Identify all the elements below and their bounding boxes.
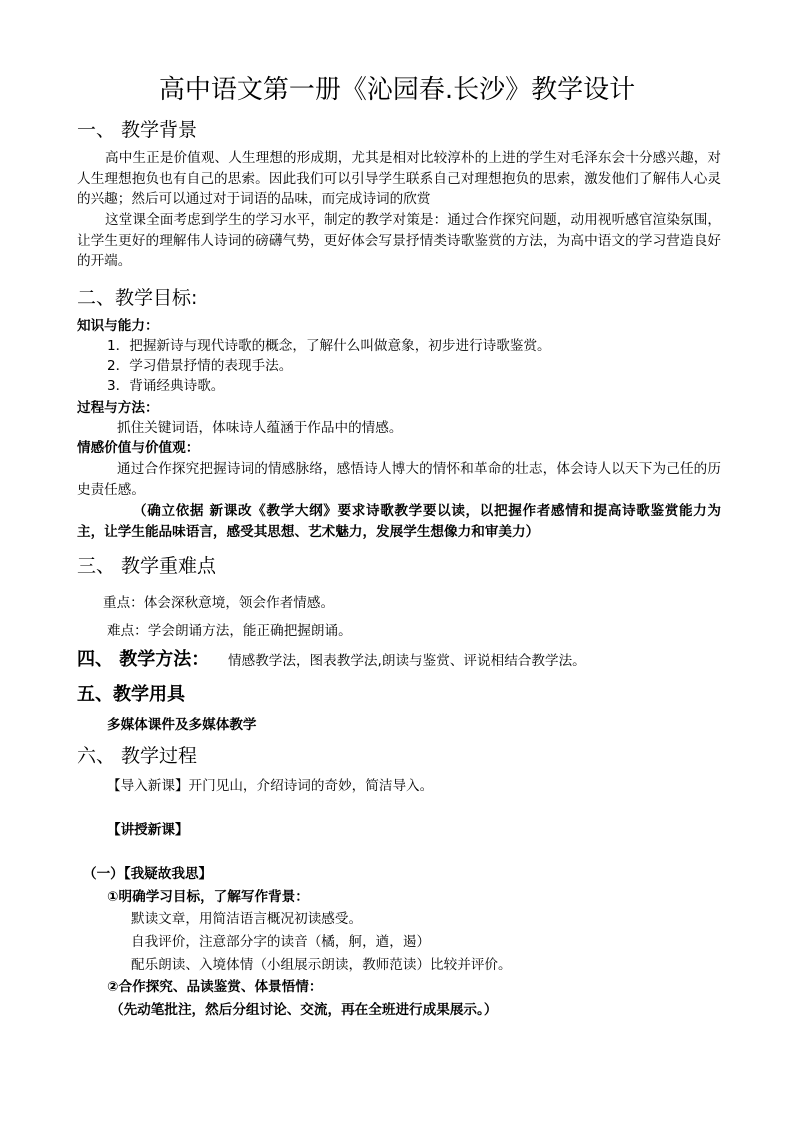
document-title: 高中语文第一册《沁园春.长沙》教学设计	[158, 75, 636, 105]
teach-label: 【讲授新课】	[107, 822, 189, 838]
knowledge-item-2: 2．学习借景抒情的表现手法。	[107, 358, 293, 374]
step-1-item-2: 自我评价，注意部分字的读音（橘，舸，遒，遏）	[131, 934, 431, 950]
step-2-text: （先动笔批注，然后分组讨论、交流，再在全班进行成果展示。）	[110, 1002, 498, 1018]
section-1-paragraph-2: 这堂课全面考虑到学生的学习水平，制定的教学对策是：通过合作探究问题，动用视听感官渲染氛围，让学生更好的理解伟人诗词的磅礴气势，更好体会写景抒情类诗歌鉴赏的方法，为高中语文的学习营造良好的开端。	[77, 212, 721, 269]
key-point: 重点：体会深秋意境，领会作者情感。	[103, 595, 335, 611]
section-2-heading: 二、教学目标:	[77, 287, 198, 309]
section-3-heading: 三、 教学重难点	[77, 555, 217, 577]
part-1-label: （一）【我疑故我思】	[83, 866, 213, 882]
step-1-label: ①明确学习目标，了解写作背景：	[107, 889, 309, 905]
emotion-label: 情感价值与价值观：	[77, 440, 200, 456]
basis-text: （确立依据 新课改《教学大纲》要求诗歌教学要以读，以把握作者感情和提高诗歌鉴赏能力为主，让学生能品味语言，感受其思想、艺术魅力，发展学生想像力和审美力）	[77, 503, 721, 540]
section-5-text: 多媒体课件及多媒体教学	[107, 717, 257, 733]
step-2-label: ②合作探究、品读鉴赏、体景悟情：	[107, 979, 323, 995]
knowledge-item-1: 1．把握新诗与现代诗歌的概念，了解什么叫做意象，初步进行诗歌鉴赏。	[107, 338, 551, 354]
process-text: 抓住关键词语，体味诗人蕴涵于作品中的情感。	[117, 420, 403, 436]
knowledge-label: 知识与能力：	[77, 318, 159, 334]
section-1-heading: 一、 教学背景	[77, 119, 198, 141]
step-1-item-1: 默读文章，用简洁语言概况初读感受。	[131, 911, 363, 927]
knowledge-item-3: 3．背诵经典诗歌。	[107, 378, 225, 394]
section-6-heading: 六、 教学过程	[77, 745, 198, 767]
process-label: 过程与方法：	[77, 400, 159, 416]
section-1-paragraph-1: 高中生正是价值观、人生理想的形成期，尤其是相对比较淳朴的上进的学生对毛泽东会十分感兴趣，对人生理想抱负也有自己的思索。因此我们可以引导学生联系自己对理想抱负的思索，激发他们了解伟人心灵的兴趣；然后可以通过对于词语的品味，而完成诗词的欣赏	[77, 150, 721, 207]
emotion-text: 通过合作探究把握诗词的情感脉络，感悟诗人博大的情怀和革命的壮志，体会诗人以天下为己任的历史责任感。	[77, 461, 721, 498]
step-1-item-3: 配乐朗读、入境体情（小组展示朗读，教师范读）比较并评价。	[131, 957, 512, 973]
section-4-heading: 四、 教学方法：	[77, 649, 210, 670]
intro-text: 【导入新课】开门见山，介绍诗词的奇妙，简洁导入。	[107, 778, 434, 794]
difficult-point: 难点：学会朗诵方法，能正确把握朗诵。	[107, 623, 352, 639]
section-5-heading: 五、教学用具	[77, 684, 185, 705]
section-4-text: 情感教学法，图表教学法,朗读与鉴赏、评说相结合教学法。	[228, 653, 586, 669]
